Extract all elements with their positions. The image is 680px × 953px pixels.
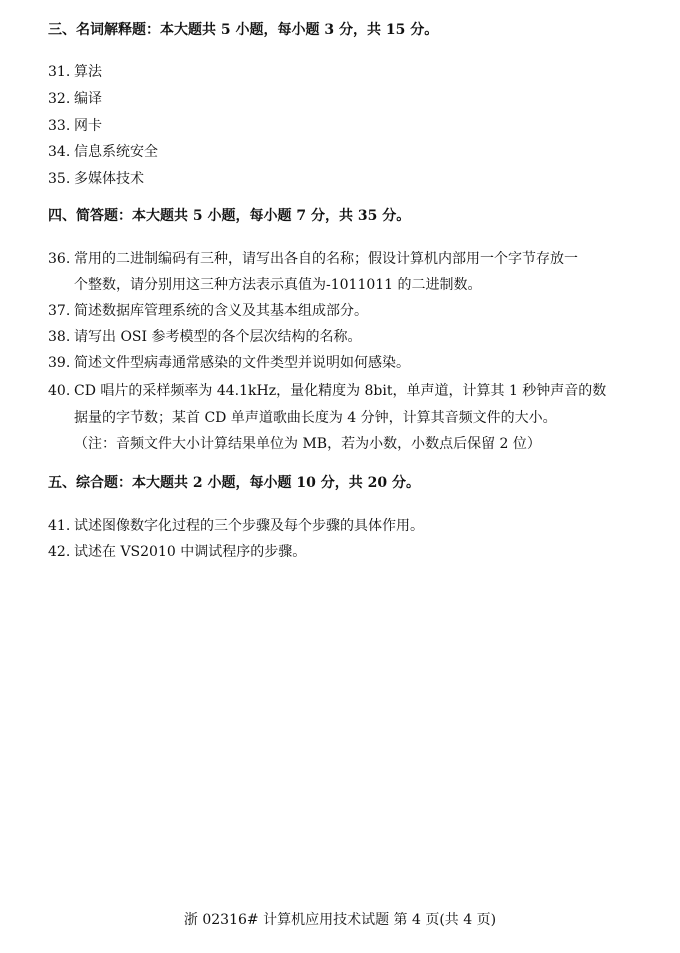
question-36-continuation: 个整数，请分别用这三种方法表示真值为-1011011 的二进制数。 bbox=[74, 277, 482, 293]
question-38 bbox=[48, 328, 362, 346]
question-text: 编译 bbox=[74, 91, 102, 107]
question-31 bbox=[48, 63, 102, 81]
question-37 bbox=[48, 302, 368, 320]
question-32 bbox=[48, 90, 102, 108]
section-4-heading: 四、简答题：本大题共 5 小题，每小题 7 分，共 35 分。 bbox=[48, 208, 411, 224]
question-number: 31. bbox=[48, 64, 71, 80]
question-36 bbox=[48, 250, 578, 268]
question-number: 33. bbox=[48, 118, 71, 134]
question-text: 算法 bbox=[74, 64, 102, 80]
question-number: 37. bbox=[48, 303, 71, 319]
question-text: 简述数据库管理系统的含义及其基本组成部分。 bbox=[74, 303, 368, 319]
page-footer: 浙 02316# 计算机应用技术试题 第 4 页(共 4 页) bbox=[183, 912, 497, 928]
question-number: 38. bbox=[48, 329, 71, 345]
section-5-heading: 五、综合题：本大题共 2 小题，每小题 10 分，共 20 分。 bbox=[48, 475, 420, 491]
question-text: 试述图像数字化过程的三个步骤及每个步骤的具体作用。 bbox=[74, 518, 424, 534]
question-text: 多媒体技术 bbox=[74, 171, 144, 187]
question-text: 网卡 bbox=[74, 118, 102, 134]
question-41 bbox=[48, 517, 424, 535]
question-number: 36. bbox=[48, 251, 71, 267]
question-40 bbox=[48, 382, 606, 400]
question-text: 请写出 OSI 参考模型的各个层次结构的名称。 bbox=[74, 329, 362, 345]
question-text: CD 唱片的采样频率为 44.1kHz，量化精度为 8bit，单声道，计算其 1 秒钟声音的数 bbox=[74, 383, 607, 399]
question-number: 42. bbox=[48, 544, 71, 560]
question-text: 信息系统安全 bbox=[74, 144, 158, 160]
question-text: 简述文件型病毒通常感染的文件类型并说明如何感染。 bbox=[74, 355, 410, 371]
question-number: 32. bbox=[48, 91, 71, 107]
question-number: 40. bbox=[48, 383, 71, 399]
question-number: 35. bbox=[48, 171, 71, 187]
question-number: 41. bbox=[48, 518, 71, 534]
question-40-continuation: 据量的字节数；某首 CD 单声道歌曲长度为 4 分钟，计算其音频文件的大小。 bbox=[74, 410, 557, 426]
question-42 bbox=[48, 543, 306, 561]
question-35 bbox=[48, 170, 144, 188]
question-number: 39. bbox=[48, 355, 71, 371]
question-number: 34. bbox=[48, 144, 71, 160]
question-39 bbox=[48, 354, 410, 372]
question-33 bbox=[48, 117, 102, 135]
question-text: 常用的二进制编码有三种，请写出各自的名称；假设计算机内部用一个字节存放一 bbox=[74, 251, 578, 267]
section-3-heading: 三、名词解释题：本大题共 5 小题，每小题 3 分，共 15 分。 bbox=[48, 22, 439, 38]
question-40-note: （注：音频文件大小计算结果单位为 MB，若为小数，小数点后保留 2 位） bbox=[74, 436, 541, 452]
question-text: 试述在 VS2010 中调试程序的步骤。 bbox=[74, 544, 307, 560]
question-34 bbox=[48, 143, 158, 161]
